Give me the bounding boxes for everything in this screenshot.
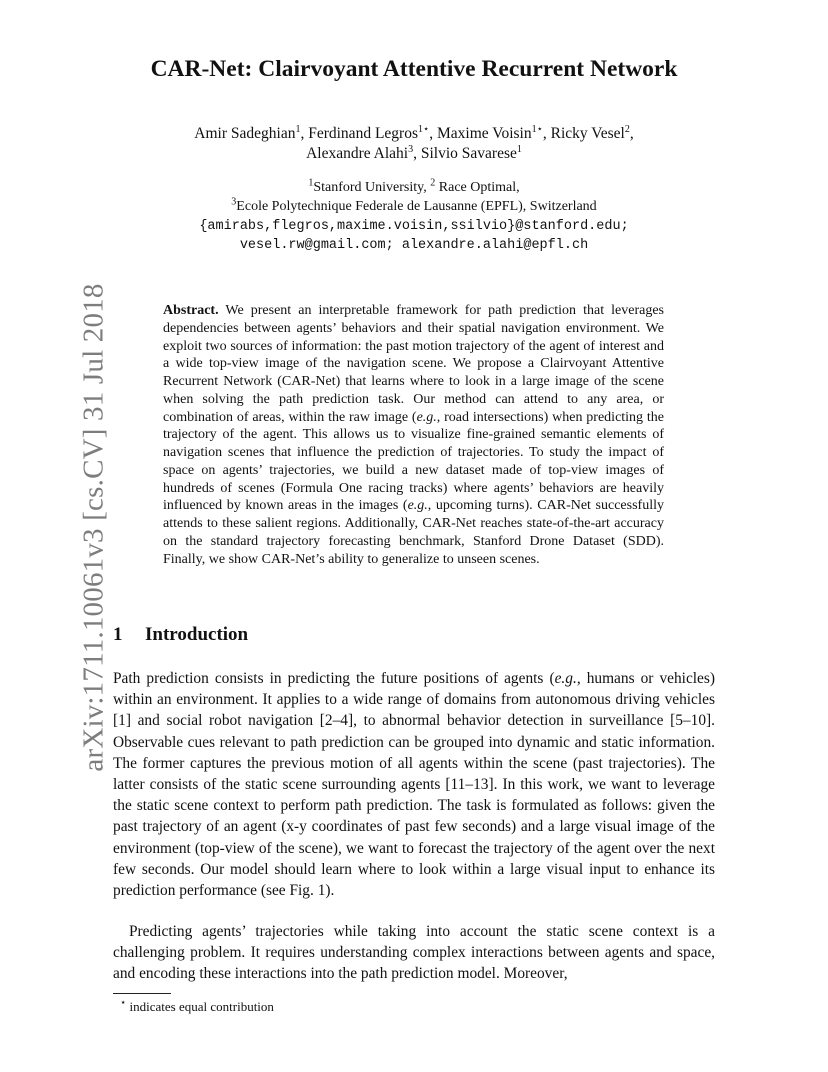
author-separator: , — [542, 125, 551, 142]
author-separator: , — [429, 125, 437, 142]
arxiv-side-stamp — [74, 282, 114, 772]
author-affil-sup: 1 — [295, 123, 301, 135]
affil-text: Ecole Polytechnique Federale de Lausanne (EPFL), Switzerland — [236, 199, 597, 214]
footnote-rule — [113, 993, 171, 994]
author-name: Ricky Vesel — [550, 125, 625, 142]
paragraph-eg: e.g. — [554, 670, 577, 687]
author-separator: , — [413, 145, 421, 162]
author-name: Amir Sadeghian — [194, 125, 296, 142]
author-separator: , — [300, 125, 309, 142]
abstract-text: We present an interpretable framework for path prediction that leverages dependencies between agents’ behaviors and their spatial navigation environment. We exploit two sources of information: the past motion trajectory of the agent of interest and a wide top-view image of the navigation scene. We propose a Clairvoyant Attentive Recurrent Network (CAR-Net) that learns where to look in a large image of the scene when solving the path prediction task. Our method can attend to any area, or combination of areas, within the raw image ( — [163, 303, 664, 425]
intro-paragraph-2: Predicting agents’ trajectories while taking into account the static scene context is a challenging problem. It requires understanding complex interactions between agents and space, and encoding these interactions into the path prediction model. Moreover, — [113, 923, 715, 983]
footnote-mark: ⋆ — [120, 997, 127, 1009]
author-name: Alexandre Alahi — [306, 145, 409, 162]
abstract-eg: e.g. — [407, 498, 428, 514]
email-line-1: {amirabs,flegros,maxime.voisin,ssilvio}@stanford.edu; — [199, 219, 629, 234]
section-heading — [113, 624, 248, 646]
author-line-2 — [0, 144, 828, 164]
section-title: Introduction — [145, 624, 249, 645]
affil-sup: 2 — [430, 177, 436, 189]
paper-title: CAR-Net: Clairvoyant Attentive Recurrent Network — [150, 56, 678, 82]
affil-sup: 1 — [308, 177, 314, 189]
paragraph-text: Path prediction consists in predicting the future positions of agents ( — [113, 670, 555, 687]
author-name: Ferdinand Legros — [308, 125, 418, 142]
affiliation-line-2 — [0, 197, 828, 216]
author-name: Maxime Voisin — [437, 125, 532, 142]
abstract-text: , road intersections) when predicting the trajectory of the agent. This allows us to visualize fine-grained semantic elements of navigation scenes that influence the prediction of trajectories. To study the impact of space on agents’ trajectories, we build a new dataset made of top-view images of hundreds of scenes (Formula One racing tracks) where agents’ behaviors are heavily influenced by known areas in the images ( — [163, 409, 665, 514]
author-affil-sup: 2 — [624, 123, 630, 135]
affiliation-line-1 — [0, 178, 828, 197]
arxiv-stamp-text: arXiv:1711.10061v3 [cs.CV] 31 Jul 2018 — [77, 282, 110, 772]
author-line-1 — [0, 124, 828, 144]
footnote — [120, 999, 274, 1015]
paragraph-text: , humans or vehicles) within an environment. It applies to a wide range of domains from autonomous driving vehicles [1] and social robot navigation [2–4], to abnormal behavior detection in surveillance [5–10]. Observable cues relevant to path prediction can be grouped into dynamic and static information. The former captures the previous motion of all agents within the scene (past trajectories). The latter consists of the static scene surrounding agents [11–13]. In this work, we want to leverage the static scene context to perform path prediction. The task is formulated as follows: given the past trajectory of an agent (x-y coordinates of past few seconds) and a large visual image of the environment (top-view of the scene), we want to forecast the trajectory of the agent over the next few seconds. Our model should learn where to look within a large visual input to enhance its prediction performance (see Fig. 1). — [113, 670, 716, 900]
affil-text: Race Optimal, — [435, 180, 520, 195]
abstract — [163, 302, 664, 568]
abstract-text: , upcoming turns). CAR-Net successfully attends to these salient regions. Additionally, CAR-Net reaches state-of-the-art accuracy on the standard trajectory forecasting benchmark, Stanford Drone Dataset (SDD). Finally, we show CAR-Net’s ability to generalize to unseen scenes. — [163, 498, 664, 567]
author-affil-sup: 1 — [516, 143, 522, 155]
abstract-eg: e.g. — [416, 409, 437, 425]
author-separator: , — [629, 125, 634, 142]
section-number: 1 — [113, 624, 123, 645]
intro-paragraph-1 — [113, 668, 715, 901]
affil-text: Stanford University, — [313, 180, 431, 195]
author-name: Silvio Savarese — [420, 145, 517, 162]
footnote-text: indicates equal contribution — [126, 999, 274, 1014]
email-line-2: vesel.rw@gmail.com; alexandre.alahi@epfl.ch — [239, 238, 589, 253]
author-affil-sup: 1⋆ — [531, 123, 543, 135]
author-affil-sup: 3 — [408, 143, 414, 155]
affil-sup: 3 — [231, 196, 237, 208]
abstract-label: Abstract. — [163, 303, 219, 318]
author-affil-sup: 1⋆ — [417, 123, 430, 135]
